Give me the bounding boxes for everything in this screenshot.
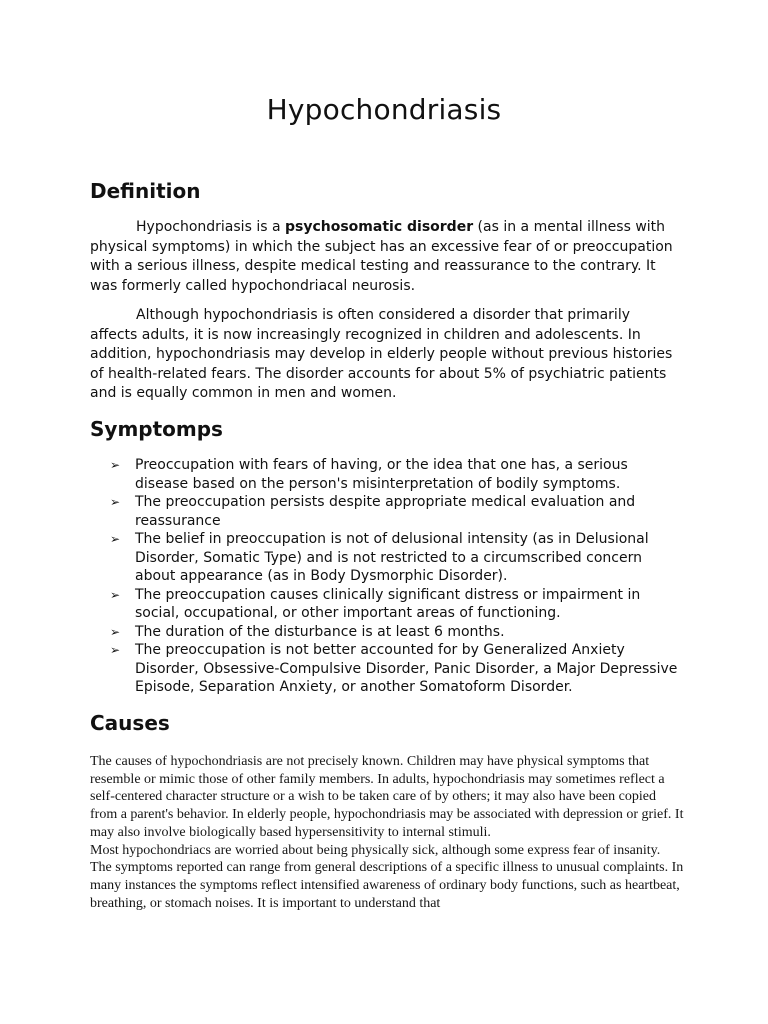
symptom-list-item — [90, 623, 680, 642]
symptom-text: The preoccupation is not better accounted for by Generalized Anxiety Disorder, Obsessive-Compulsive Disorder, Panic Disorder, a Major Depressive Episode, Separation Anxiety, or another Somatoform Disorder. — [135, 642, 678, 695]
arrow-bullet-icon: ➢ — [110, 532, 121, 546]
symptom-text: The preoccupation causes clinically significant distress or impairment in social, occupational, or other important areas of functioning. — [135, 586, 641, 621]
causes-paragraph-1: The causes of hypochondriasis are not precisely known. Children may have physical symptoms that resemble or mimic those of other family members. In adults, hypochondriasis may sometimes reflect a self-centered character structure or a wish to be taken care of by others; it may also have been copied from a parent's behavior. In elderly people, hypochondriasis may be associated with depression or grief. It may also involve biologically based hypersensitivity to internal stimuli. — [90, 754, 684, 840]
document-title: Hypochondriasis — [266, 93, 502, 126]
arrow-bullet-icon: ➢ — [110, 624, 121, 639]
symptom-list-item — [90, 586, 680, 623]
causes-paragraph-2: Most hypochondriacs are worried about being physically sick, although some express fear of insanity. The symptoms reported can range from general descriptions of a specific illness to unusual complaints. In many instances the symptoms reflect intensified awareness of ordinary body functions, such as heartbeat, breathing, or stomach noises. It is important to understand that — [90, 842, 684, 911]
causes-heading: Causes — [90, 711, 170, 735]
symptoms-heading: Symptomps — [90, 417, 223, 441]
symptoms-list — [90, 456, 680, 697]
causes-body — [90, 753, 685, 912]
definition-bold-term: psychosomatic disorder — [284, 219, 474, 235]
arrow-bullet-icon: ➢ — [110, 587, 121, 602]
symptom-list-item — [90, 456, 680, 493]
definition-paragraph-1-end: (as in a mental illness with physical symptoms) in which the subject has an excessive fear of or preoccupation with a serious illness, despite medical testing and reassurance to the contrary. It was formerly called hypochondriacal neurosis. — [90, 219, 673, 294]
symptom-list-item — [90, 641, 680, 697]
symptom-list-item — [90, 493, 680, 530]
symptom-text: Preoccupation with fears of having, or the idea that one has, a serious disease based on the person's misinterpretation of bodily symptoms. — [135, 457, 628, 492]
symptom-list-item — [90, 530, 680, 586]
definition-paragraph-1 — [90, 218, 680, 296]
symptom-text: The duration of the disturbance is at least 6 months. — [135, 623, 505, 640]
symptom-text: The preoccupation persists despite appropriate medical evaluation and reassurance — [135, 494, 636, 529]
symptom-text: The belief in preoccupation is not of delusional intensity (as in Delusional Disorder, Somatic Type) and is not restricted to a circumscribed concern about appearance (as in Body Dysmorphic Disorder). — [135, 531, 649, 584]
definition-paragraph-2: Although hypochondriasis is often considered a disorder that primarily affects adults, it is now increasingly recognized in children and adolescents. In addition, hypochondriasis may develop in elderly people without previous histories of health-related fears. The disorder accounts for about 5% of psychiatric patients and is equally common in men and women. — [90, 307, 673, 401]
arrow-bullet-icon: ➢ — [110, 458, 121, 472]
definition-heading: Definition — [90, 179, 201, 203]
arrow-bullet-icon: ➢ — [110, 643, 121, 657]
arrow-bullet-icon: ➢ — [110, 495, 121, 509]
definition-paragraph-1-start: Hypochondriasis is a — [136, 219, 285, 235]
